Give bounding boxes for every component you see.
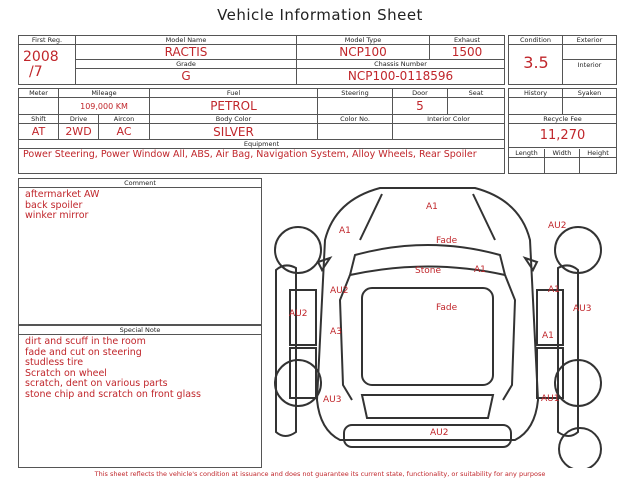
spare-wheel <box>559 428 601 468</box>
mileage-value: 109,000 KM <box>59 98 150 115</box>
drive-label: Drive <box>59 115 99 124</box>
damage-mark: Fade <box>436 236 458 246</box>
comment-box <box>18 178 262 325</box>
history-label: History <box>509 89 563 98</box>
car-damage-diagram <box>270 178 615 468</box>
special-note-line: Scratch on wheel <box>25 367 107 379</box>
interior-label: Interior <box>577 61 602 69</box>
page-title: Vehicle Information Sheet <box>217 6 423 24</box>
basic-info-block <box>18 35 505 85</box>
special-note-line: stone chip and scratch on front glass <box>25 388 201 400</box>
special-note-line: scratch, dent on various parts <box>25 378 168 389</box>
left-side-panel <box>276 265 296 436</box>
right-pillar <box>503 275 515 400</box>
right-side-panel <box>558 265 578 436</box>
recycle-value: 11,270 <box>509 124 616 148</box>
front-right-wheel <box>555 227 601 273</box>
first-reg-cell <box>19 36 76 84</box>
grade-value: G <box>76 69 297 84</box>
drive-value: 2WD <box>59 124 99 140</box>
fuel-value: PETROL <box>150 98 318 115</box>
aircon-value: AC <box>99 124 150 140</box>
model-type-value: NCP100 <box>297 45 430 60</box>
first-reg-year: 2008 <box>23 49 59 65</box>
door-label: Door <box>393 89 448 98</box>
comment-line: winker mirror <box>25 210 89 221</box>
door-value: 5 <box>393 98 448 115</box>
exterior-label: Exterior <box>563 36 616 45</box>
rear-bumper <box>344 425 511 447</box>
rear-glass <box>362 395 493 418</box>
history-block <box>508 88 617 174</box>
grade-label: Grade <box>76 60 297 69</box>
comment-lines <box>25 190 99 222</box>
hood-line <box>360 194 495 240</box>
condition-score: 3.5 <box>523 53 549 72</box>
equipment-label: Equipment <box>19 140 504 149</box>
seat-label: Seat <box>448 89 504 98</box>
special-note-lines <box>25 337 201 400</box>
fuel-label: Fuel <box>150 89 318 98</box>
mileage-label: Mileage <box>59 89 150 98</box>
damage-mark: A1 <box>339 226 351 236</box>
interior-color-label: Interior Color <box>393 115 504 124</box>
damage-mark: A1 <box>474 265 486 275</box>
first-reg-label: First Reg. <box>19 36 75 45</box>
body-color-value: SILVER <box>150 124 318 140</box>
damage-mark: AU2 <box>430 428 449 438</box>
model-name-value: RACTIS <box>76 45 297 60</box>
special-note-line: studless tire <box>25 357 84 368</box>
model-name-label: Model Name <box>76 36 297 45</box>
damage-mark: A3 <box>330 327 342 337</box>
syaken-label: Syaken <box>563 89 616 98</box>
shift-label: Shift <box>19 115 59 124</box>
comment-line: aftermarket AW <box>25 189 100 200</box>
length-label: Length <box>509 149 545 158</box>
damage-mark: AU3 <box>323 395 342 405</box>
body-color-label: Body Color <box>150 115 318 124</box>
damage-mark: Fade <box>436 303 458 313</box>
aircon-label: Aircon <box>99 115 150 124</box>
disclaimer-footer: This sheet reflects the vehicle's condition at issuance and does not guarantee its current state, functionality, or suitability for any purpose <box>94 470 546 478</box>
condition-label: Condition <box>509 36 563 45</box>
damage-mark: AU2 <box>330 286 349 296</box>
roof <box>362 288 493 385</box>
damage-mark: AU2 <box>289 309 308 319</box>
recycle-label: Recycle Fee <box>509 115 616 124</box>
damage-mark: A1 <box>548 285 560 295</box>
special-note-line: dirt and scuff in the room <box>25 336 146 347</box>
damage-mark: AU2 <box>548 221 567 231</box>
right-rear-door <box>537 348 563 398</box>
vehicle-details-block <box>18 88 505 174</box>
height-label: Height <box>580 149 616 158</box>
comment-line: back spoiler <box>25 199 83 211</box>
special-note-label: Special Note <box>19 326 261 335</box>
model-type-label: Model Type <box>297 36 430 45</box>
damage-mark: A1 <box>542 331 554 341</box>
damage-mark: Stone <box>415 266 441 276</box>
damage-mark: AU1 <box>541 394 560 404</box>
first-reg-month: /7 <box>29 64 43 80</box>
equipment-value: Power Steering, Power Window All, ABS, Air Bag, Navigation System, Alloy Wheels, Rear Spoiler <box>23 149 477 160</box>
condition-block <box>508 35 617 85</box>
exhaust-label: Exhaust <box>430 36 504 45</box>
meter-label: Meter <box>19 89 59 98</box>
exhaust-value: 1500 <box>430 45 504 60</box>
steering-label: Steering <box>318 89 393 98</box>
chassis-value: NCP100-0118596 <box>347 69 454 83</box>
special-note-line: fade and cut on steering <box>25 346 142 358</box>
rear-left-wheel <box>275 360 321 406</box>
front-left-wheel <box>275 227 321 273</box>
damage-mark: AU3 <box>573 304 592 314</box>
width-label: Width <box>545 149 580 158</box>
left-rear-door <box>290 348 316 398</box>
comment-label: Comment <box>19 179 261 188</box>
damage-mark: A1 <box>426 202 438 212</box>
chassis-label: Chassis Number <box>297 60 504 69</box>
shift-value: AT <box>19 124 59 140</box>
color-no-label: Color No. <box>318 115 393 124</box>
special-note-box <box>18 325 262 468</box>
